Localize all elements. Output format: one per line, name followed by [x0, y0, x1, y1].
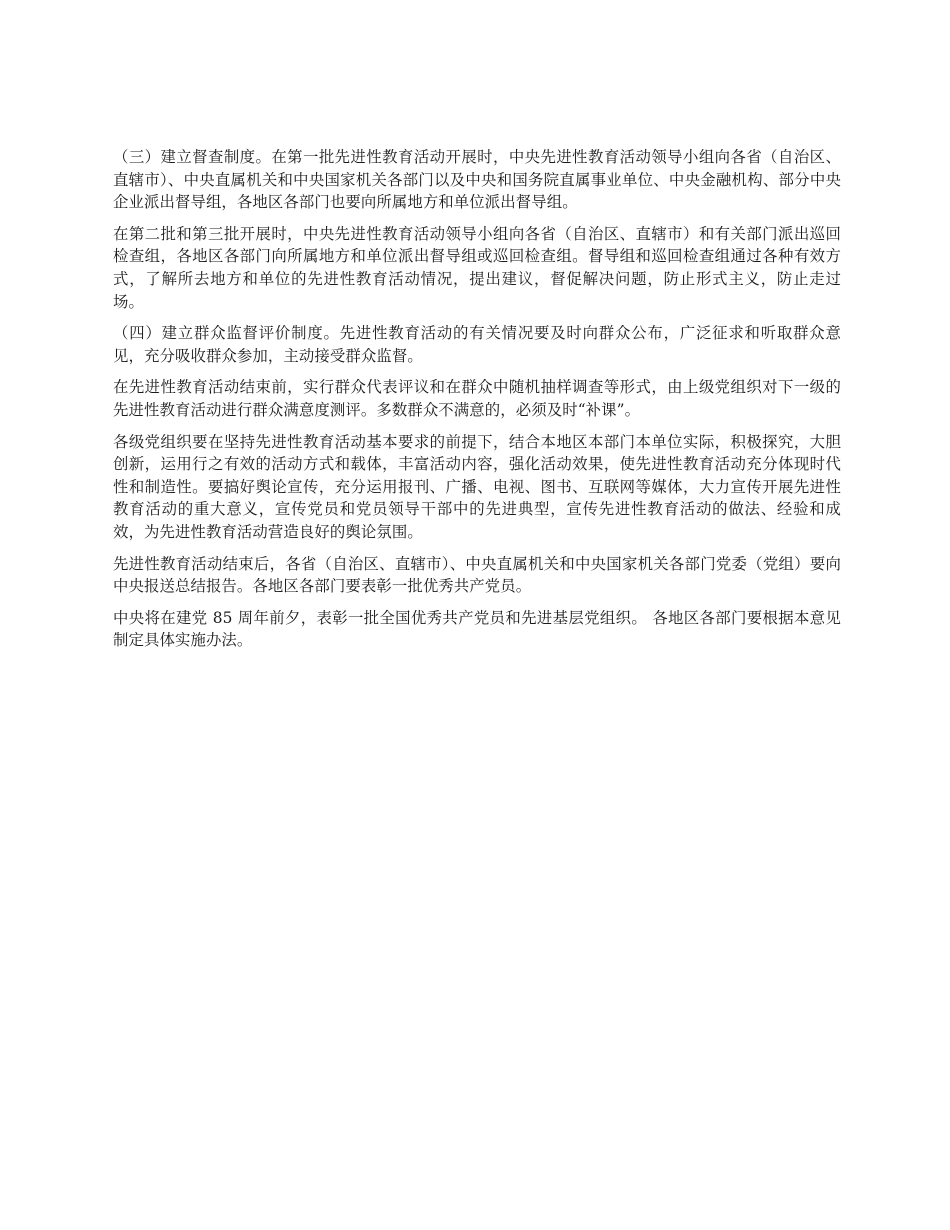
document-body: [113, 146, 841, 661]
paragraph-commendation: 中央将在建党 85 周年前夕，表彰一批全国优秀共产党员和先进基层党组织。 各地区各部门要根据本意见制定具体实施办法。: [113, 608, 841, 650]
paragraph-satisfaction-evaluation: 在先进性教育活动结束前，实行群众代表评议和在群众中随机抽样调查等形式，由上级党组织对下一级的先进性教育活动进行群众满意度测评。多数群众不满意的，必须及时“补课”。: [113, 378, 841, 419]
paragraph-inspection-groups: 在第二批和第三批开展时，中央先进性教育活动领导小组向各省（自治区、直辖市）和有关部门派出巡回检查组，各地区各部门向所属地方和单位派出督导组或巡回检查组。督导组和巡回检查组通过各种有效方式，了解所去地方和单位的先进性教育活动情况，提出建议，督促解决问题，防止形式主义，防止走过场。: [113, 224, 841, 311]
paragraph-summary-report: 先进性教育活动结束后，各省（自治区、直辖市）、中央直属机关和中央国家机关各部门党委（党组）要向中央报送总结报告。各地区各部门要表彰一批优秀共产党员。: [113, 554, 841, 596]
paragraph-supervision-system: （三）建立督查制度。在第一批先进性教育活动开展时，中央先进性教育活动领导小组向各省（自治区、直辖市）、中央直属机关和中央国家机关各部门以及中央和国务院直属事业单位、中央金融机构、部分中央企业派出督导组，各地区各部门也要向所属地方和单位派出督导组。: [113, 148, 841, 212]
paragraph-mass-supervision: （四）建立群众监督评价制度。先进性教育活动的有关情况要及时向群众公布，广泛征求和听取群众意见，充分吸收群众参加，主动接受群众监督。: [113, 324, 841, 365]
paragraph-innovation-publicity: 各级党组织要在坚持先进性教育活动基本要求的前提下，结合本地区本部门本单位实际，积极探究，大胆创新，运用行之有效的活动方式和载体，丰富活动内容，强化活动效果，使先进性教育活动充分体现时代性和制造性。要搞好舆论宣传，充分运用报刊、广播、电视、图书、互联网等媒体，大力宣传开展先进性教育活动的重大意义，宣传党员和党员领导干部中的先进典型，宣传先进性教育活动的做法、经验和成效，为先进性教育活动营造良好的舆论氛围。: [113, 432, 841, 541]
